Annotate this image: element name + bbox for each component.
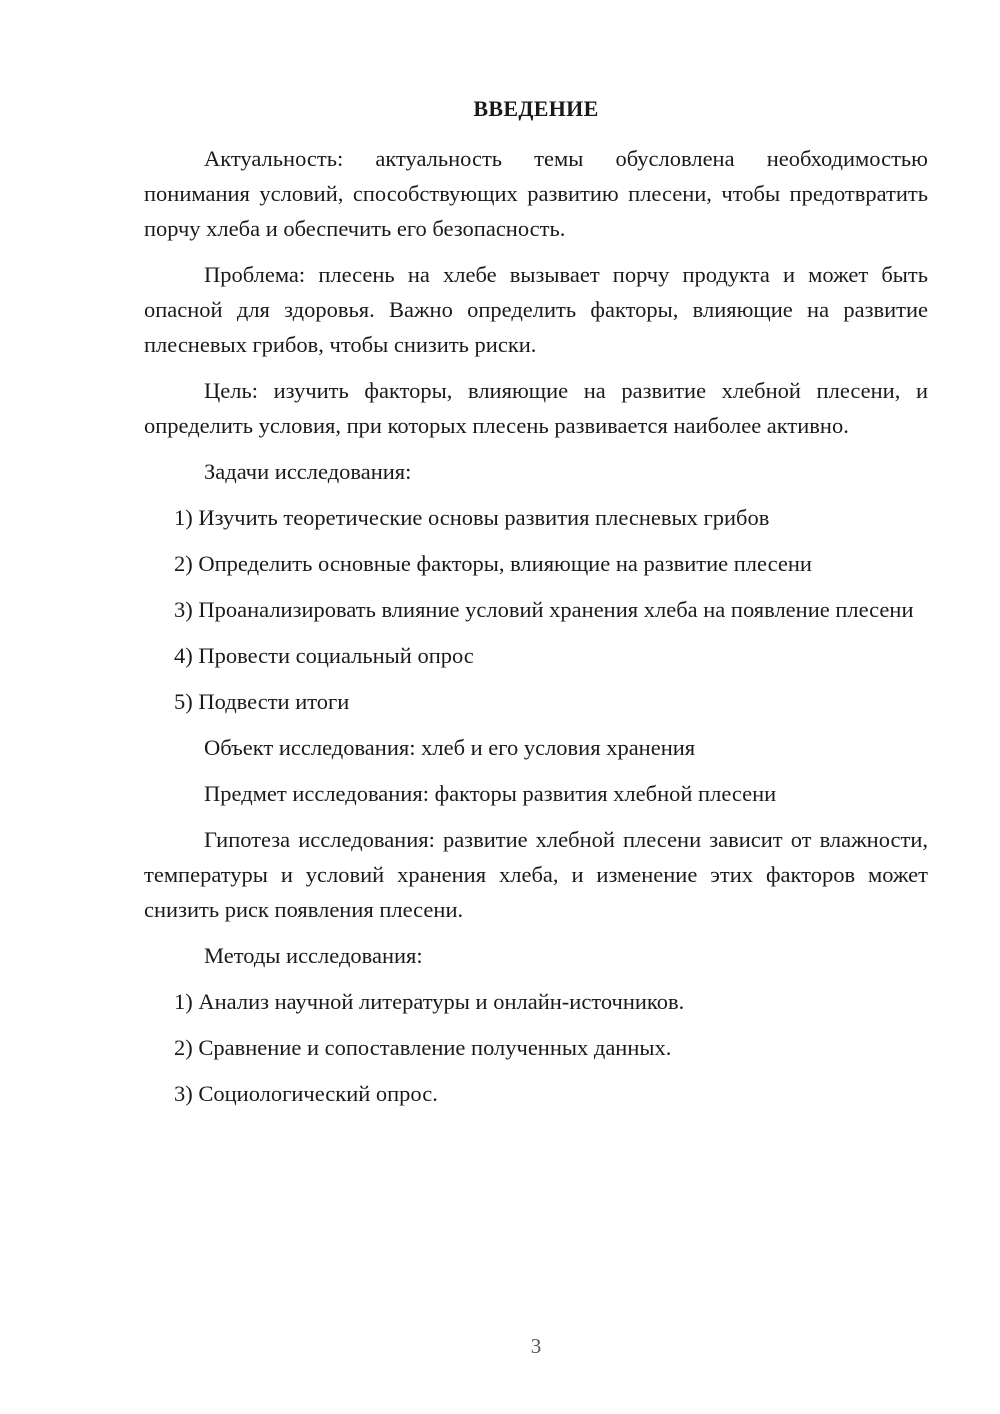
task-item: 4) Провести социальный опрос (174, 643, 474, 668)
document-body (144, 141, 928, 1122)
hypothesis-paragraph: Гипотеза исследования: развитие хлебной плесени зависит от влажности, температуры и условий хранения хлеба, и изменение этих факторов может снизить риск появления плесени. (144, 827, 928, 922)
problem-paragraph: Проблема: плесень на хлебе вызывает порчу продукта и может быть опасной для здоровья. Важно определить факторы, влияющие на развитие плесневых грибов, чтобы снизить риски. (144, 262, 928, 357)
object-paragraph: Объект исследования: хлеб и его условия хранения (204, 735, 696, 760)
task-item: 5) Подвести итоги (174, 689, 350, 714)
method-item: 2) Сравнение и сопоставление полученных данных. (174, 1035, 672, 1060)
task-item: 1) Изучить теоретические основы развития плесневых грибов (174, 505, 770, 530)
subject-paragraph: Предмет исследования: факторы развития хлебной плесени (204, 781, 777, 806)
method-item: 3) Социологический опрос. (174, 1081, 438, 1106)
tasks-heading: Задачи исследования: (204, 459, 412, 484)
goal-paragraph: Цель: изучить факторы, влияющие на развитие хлебной плесени, и определить условия, при которых плесень развивается наиболее активно. (144, 378, 928, 438)
page-title: ВВЕДЕНИЕ (473, 96, 599, 121)
task-item: 3) Проанализировать влияние условий хранения хлеба на появление плесени (174, 597, 914, 622)
method-item: 1) Анализ научной литературы и онлайн-источников. (174, 989, 685, 1014)
methods-heading: Методы исследования: (204, 943, 423, 968)
page-number: 3 (530, 1334, 542, 1358)
relevance-paragraph: Актуальность: актуальность темы обусловлена необходимостью понимания условий, способствующих развитию плесени, чтобы предотвратить порчу хлеба и обеспечить его безопасность. (144, 146, 928, 241)
task-item: 2) Определить основные факторы, влияющие на развитие плесени (174, 551, 812, 576)
